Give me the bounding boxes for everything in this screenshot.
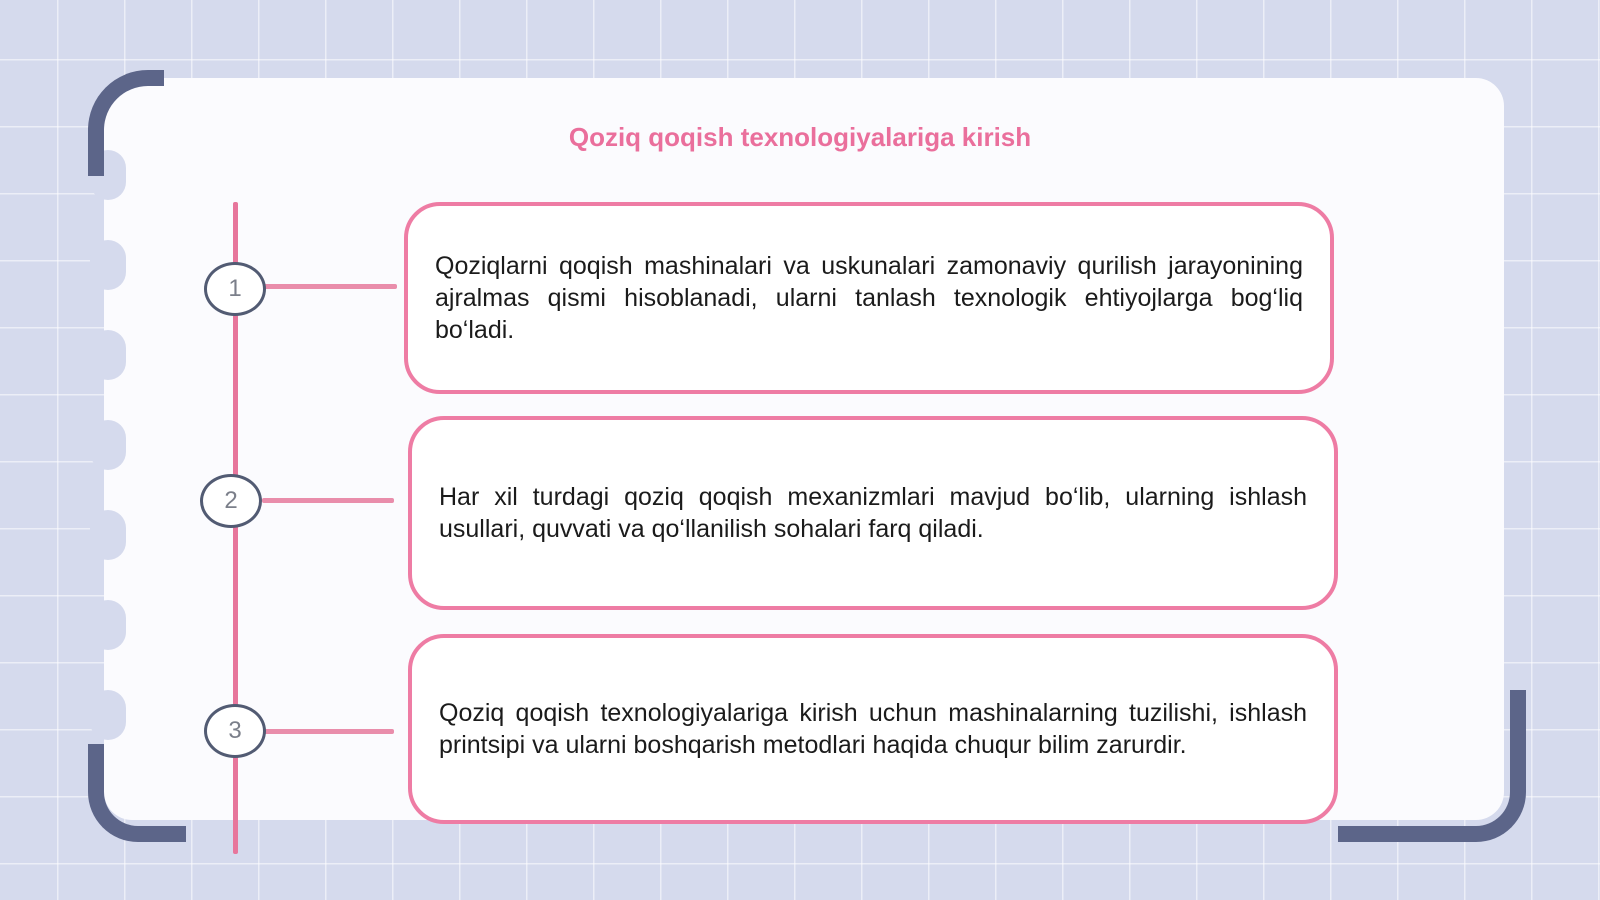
card-edge-notch [90, 240, 126, 290]
step-number: 2 [224, 487, 238, 514]
step-card [408, 416, 1338, 610]
timeline-connector [262, 498, 394, 503]
step-text: Qoziqlarni qoqish mashinalari va uskunalari zamonaviy qurilish jarayonining ajralmas qismi hisoblanadi, ularni tanlash texnologik ehtiyojlarga bog‘liq bo‘ladi. [435, 252, 1303, 344]
step-card [408, 634, 1338, 824]
step-card [404, 202, 1334, 394]
step-number: 1 [228, 275, 242, 302]
step-text: Qoziq qoqish texnologiyalariga kirish uchun mashinalarning tuzilishi, ishlash printsipi va ularni boshqarish metodlari haqida chuqur bilim zarurdir. [439, 699, 1307, 759]
card-edge-notch [90, 690, 126, 740]
card-edge-notch [90, 330, 126, 380]
step-number-badge [204, 704, 266, 758]
card-edge-notch [90, 510, 126, 560]
step-number-badge [200, 474, 262, 528]
card-edge-notch [90, 420, 126, 470]
step-number: 3 [228, 717, 242, 744]
corner-bracket-bottom-right [1338, 690, 1526, 842]
slide-title: Qoziq qoqish texnologiyalariga kirish [568, 122, 1032, 152]
timeline-connector [262, 729, 394, 734]
corner-bracket-bottom-left [88, 744, 186, 842]
step-number-badge [204, 262, 266, 316]
card-edge-notch [90, 600, 126, 650]
timeline-connector [262, 284, 397, 289]
step-text: Har xil turdagi qoziq qoqish mexanizmlari mavjud bo‘lib, ularning ishlash usullari, quvvati va qo‘llanilish sohalari farq qiladi. [439, 483, 1307, 543]
